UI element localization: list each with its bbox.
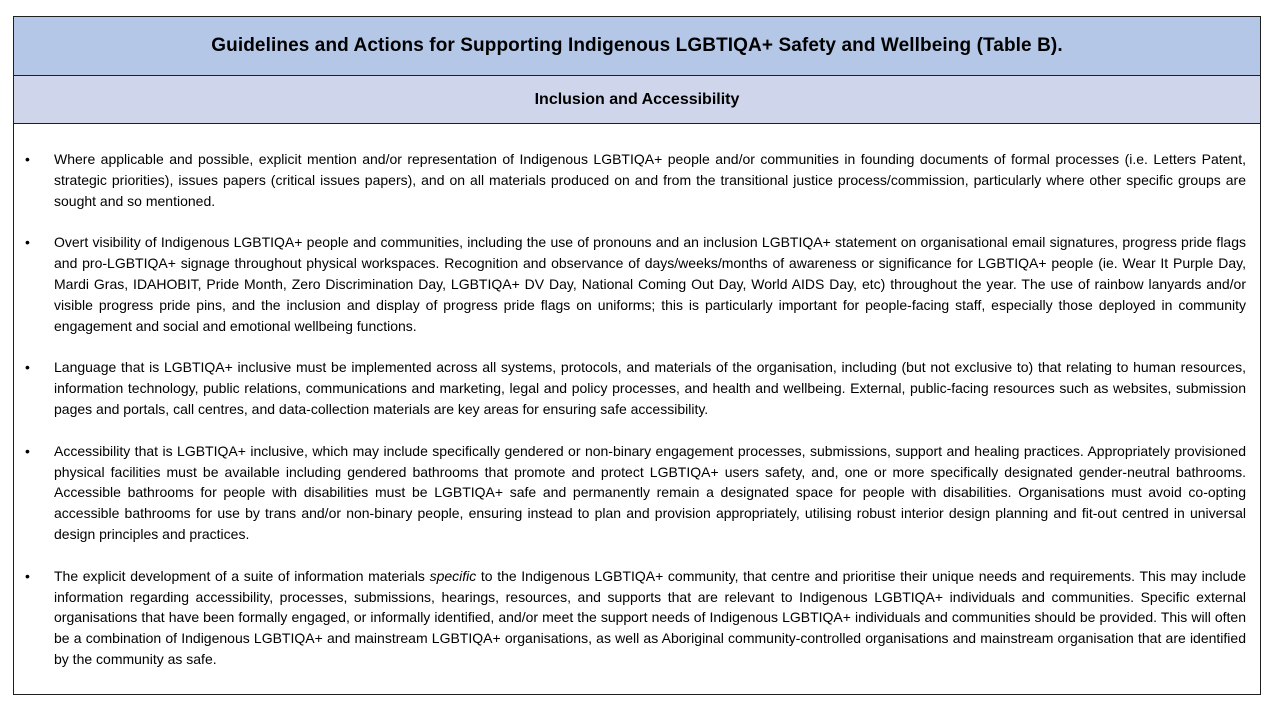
table-title: Guidelines and Actions for Supporting Indigenous LGBTIQA+ Safety and Wellbeing (Table B).: [211, 35, 1063, 56]
list-item-text-lead: The explicit development of a suite of information materials: [54, 567, 430, 584]
bullet-list: [14, 124, 1260, 670]
list-item: [25, 566, 1246, 670]
table-title-row: [14, 17, 1260, 76]
list-item: [25, 357, 1246, 419]
section-heading-row: [14, 76, 1260, 124]
list-item-text: Where applicable and possible, explicit mention and/or representation of Indigenous LGBTIQA+ people and/or communities in founding documents of formal processes (i.e. Letters Patent, strategic priorities), issues papers (critical issues papers), and on all materials produced on and from the transitional justice process/commission, particularly where other specific groups are sought and so mentioned.: [54, 151, 1246, 209]
list-item: [25, 232, 1246, 336]
list-item: [25, 441, 1246, 545]
list-item-text-rest: to the Indigenous LGBTIQA+ community, that centre and prioritise their unique needs and requirements. This may include information regarding accessibility, processes, submissions, hearings, resources, and supports that are relevant to Indigenous LGBTIQA+ individuals and communities. Specific external organisations that have been formally engaged, or informally identified, and/or meet the support needs of Indigenous LGBTIQA+ individuals and communities should be provided. This will often be a combination of Indigenous LGBTIQA+ and mainstream LGBTIQA+ organisations, as well as Aboriginal community-controlled organisations and mainstream organisation that are identified by the community as safe.: [54, 567, 1246, 667]
section-heading: Inclusion and Accessibility: [534, 90, 740, 108]
bullet-marker: •: [25, 151, 30, 167]
bullet-marker: •: [25, 359, 30, 376]
bullet-marker: •: [25, 234, 30, 251]
emphasized-word: specific: [429, 567, 477, 584]
list-item-text: Language that is LGBTIQA+ inclusive must be implemented across all systems, protocols, and materials of the organisation, including (but not exclusive to) that relating to human resources, information technology, public relations, communications and marketing, legal and policy processes, and health and wellbeing. External, public-facing resources such as websites, submission pages and portals, call centres, and data-collection materials are key areas for ensuring safe accessibility.: [54, 359, 1246, 417]
bullet-marker: •: [25, 442, 30, 459]
bullet-marker: •: [25, 567, 30, 584]
list-item-text: [54, 566, 1246, 670]
list-item-text: Overt visibility of Indigenous LGBTIQA+ people and communities, including the use of pronouns and an inclusion LGBTIQA+ statement on organisational email signatures, progress pride flags and pro-LGBTIQA+ signage throughout physical workspaces. Recognition and observance of days/weeks/months of awareness or significance for LGBTIQA+ people (ie. Wear It Purple Day, Mardi Gras, IDAHOBIT, Pride Month, Zero Discrimination Day, LGBTIQA+ DV Day, National Coming Out Day, World AIDS Day, etc) throughout the year. The use of rainbow lanyards and/or visible progress pride pins, and the inclusion and display of progress pride flags on uniforms; this is particularly important for people-facing staff, especially those deployed in community engagement and social and emotional wellbeing functions.: [54, 234, 1246, 334]
list-item: [25, 149, 1246, 211]
list-item-text: Accessibility that is LGBTIQA+ inclusive, which may include specifically gendered or non-binary engagement processes, submissions, support and healing practices. Appropriately provisioned physical facilities must be available including gendered bathrooms that promote and protect LGBTIQA+ users safety, and, one or more specifically designated gender-neutral bathrooms. Accessible bathrooms for people with disabilities must be LGBTIQA+ safe and permanently remain a designated space for people with disabilities. Organisations must avoid co-opting accessible bathrooms for use by trans and/or non-binary people, ensuring instead to plan and provision appropriately, utilising robust interior design planning and fit-out centred in universal design principles and practices.: [54, 442, 1246, 542]
guidelines-table: [13, 16, 1261, 695]
